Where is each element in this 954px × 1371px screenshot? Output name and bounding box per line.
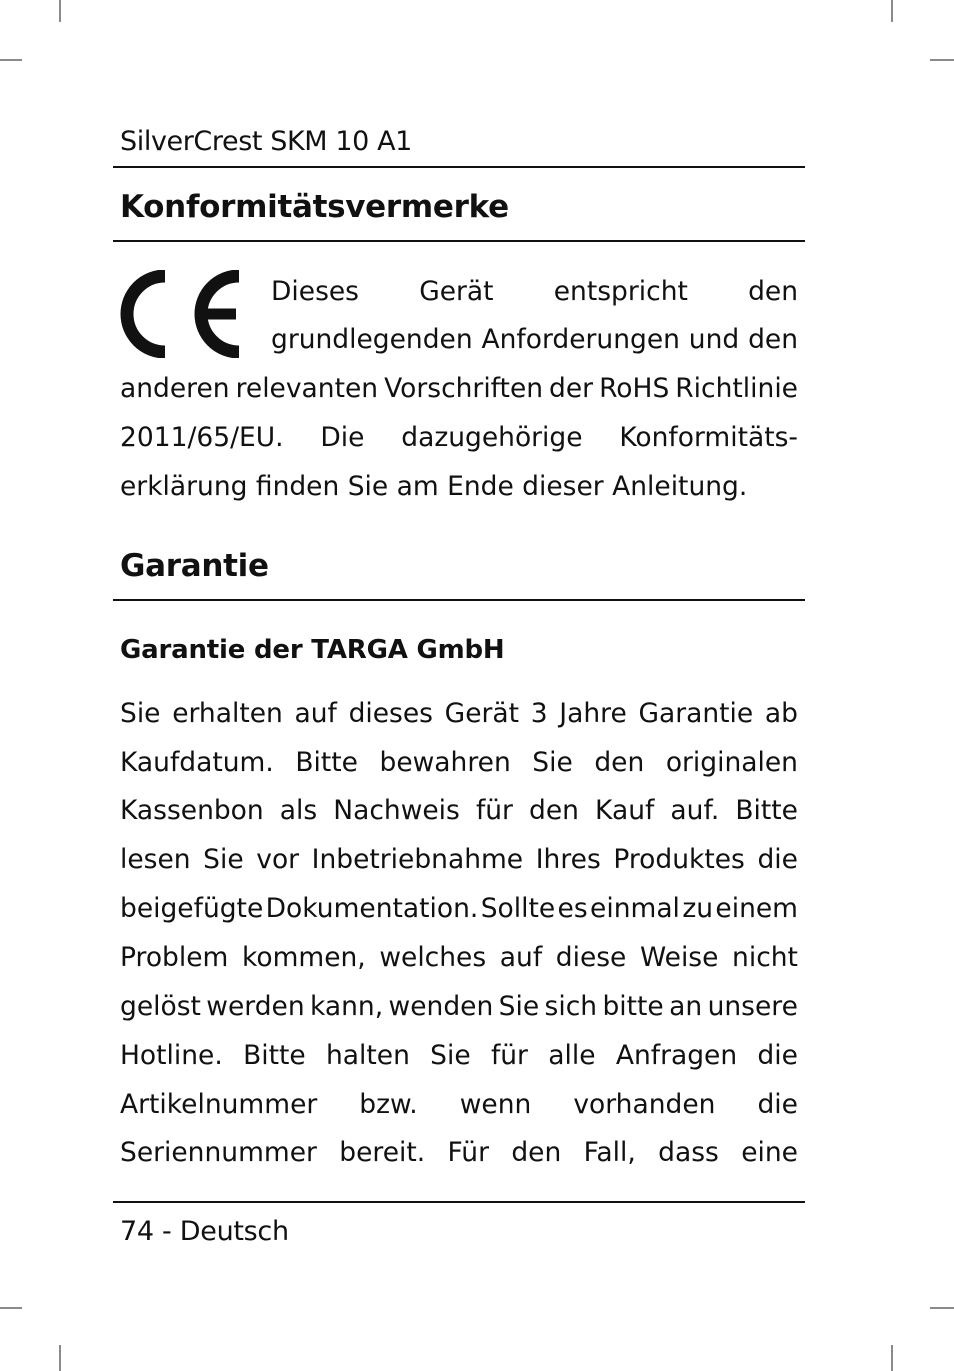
word: welches bbox=[379, 942, 487, 973]
word: bzw. bbox=[359, 1089, 418, 1120]
word: den bbox=[529, 795, 579, 826]
word: Garantie bbox=[638, 698, 754, 729]
word: die bbox=[757, 1040, 798, 1071]
conformity-line bbox=[120, 365, 798, 413]
word: Seriennummer bbox=[120, 1137, 317, 1168]
warranty-line bbox=[120, 1081, 798, 1129]
word: halten bbox=[325, 1040, 410, 1071]
word: Anforderungen bbox=[481, 324, 680, 355]
word: Problem bbox=[120, 942, 229, 973]
word: alle bbox=[548, 1040, 596, 1071]
word: unsere bbox=[707, 991, 798, 1022]
word: anderen bbox=[120, 373, 230, 404]
word: kommen, bbox=[241, 942, 366, 973]
word: ab bbox=[764, 698, 798, 729]
word: sich bbox=[544, 991, 598, 1022]
word: Dokumentation. bbox=[265, 893, 479, 924]
word: die bbox=[757, 1089, 798, 1120]
word: Fall, bbox=[583, 1137, 636, 1168]
word: auf. bbox=[670, 795, 720, 826]
warranty-heading-rule bbox=[113, 599, 805, 601]
footer-rule bbox=[113, 1201, 805, 1203]
word: auf bbox=[294, 698, 337, 729]
word: entspricht bbox=[553, 276, 688, 307]
word: Kassenbon bbox=[120, 795, 264, 826]
word: 2011/65/EU. bbox=[120, 422, 284, 453]
word: Weise bbox=[639, 942, 719, 973]
word: Vorschriften bbox=[384, 373, 544, 404]
word: Bitte bbox=[243, 1040, 306, 1071]
running-header: SilverCrest SKM 10 A1 bbox=[120, 126, 412, 157]
word: Bitte bbox=[295, 747, 358, 778]
word: lesen bbox=[120, 844, 191, 875]
conformity-line-last: erklärung finden Sie am Ende dieser Anleitung. bbox=[120, 471, 748, 502]
crop-mark bbox=[930, 1307, 954, 1309]
warranty-line bbox=[120, 690, 798, 738]
warranty-subheading: Garantie der TARGA GmbH bbox=[120, 635, 505, 665]
word: Sie bbox=[120, 698, 161, 729]
word: es bbox=[557, 893, 588, 924]
word: Richtlinie bbox=[675, 373, 798, 404]
word: der bbox=[549, 373, 594, 404]
word: bereit. bbox=[339, 1137, 426, 1168]
word: Produktes bbox=[613, 844, 745, 875]
word: bewahren bbox=[379, 747, 511, 778]
word: relevanten bbox=[235, 373, 379, 404]
word: vorhanden bbox=[573, 1089, 716, 1120]
word: Anfragen bbox=[615, 1040, 738, 1071]
word: wenn bbox=[459, 1089, 532, 1120]
word: Sie bbox=[430, 1040, 471, 1071]
ce-mark-icon bbox=[117, 270, 242, 358]
word: Jahre bbox=[559, 698, 627, 729]
word: dazugehörige bbox=[401, 422, 583, 453]
word: Konformitäts- bbox=[619, 422, 798, 453]
warranty-line bbox=[120, 1032, 798, 1080]
word: einmal bbox=[590, 893, 680, 924]
conformity-heading: Konformitätsvermerke bbox=[120, 189, 509, 225]
word: Ihres bbox=[535, 844, 601, 875]
word: kann, bbox=[310, 991, 384, 1022]
conformity-line bbox=[271, 268, 798, 316]
warranty-line bbox=[120, 787, 798, 835]
crop-mark bbox=[59, 0, 61, 22]
word: zu bbox=[682, 893, 714, 924]
word: Sie bbox=[498, 991, 540, 1022]
word: den bbox=[511, 1137, 562, 1168]
word: erhalten bbox=[172, 698, 283, 729]
word: auf bbox=[499, 942, 543, 973]
word: den bbox=[748, 324, 798, 355]
crop-mark bbox=[891, 1345, 893, 1371]
warranty-line bbox=[120, 1129, 798, 1177]
document-page bbox=[113, 0, 805, 1371]
word: bitte bbox=[602, 991, 664, 1022]
word: vor bbox=[256, 844, 300, 875]
word: Kauf bbox=[595, 795, 655, 826]
word: Inbetriebnahme bbox=[311, 844, 524, 875]
word: dieses bbox=[348, 698, 433, 729]
word: nicht bbox=[732, 942, 798, 973]
word: einem bbox=[715, 893, 798, 924]
word: Dieses bbox=[271, 276, 359, 307]
warranty-line bbox=[120, 885, 798, 933]
crop-mark bbox=[930, 59, 954, 61]
word: für bbox=[475, 795, 513, 826]
word: originalen bbox=[665, 747, 798, 778]
word: dass bbox=[658, 1137, 719, 1168]
word: Gerät bbox=[444, 698, 520, 729]
word: wenden bbox=[388, 991, 494, 1022]
page-number: 74 - Deutsch bbox=[120, 1216, 289, 1247]
word: Bitte bbox=[735, 795, 798, 826]
word: gelöst bbox=[120, 991, 201, 1022]
word: Hotline. bbox=[120, 1040, 223, 1071]
word: den bbox=[748, 276, 798, 307]
warranty-line bbox=[120, 739, 798, 787]
word: Artikelnummer bbox=[120, 1089, 318, 1120]
word: diese bbox=[555, 942, 627, 973]
word: 3 bbox=[530, 698, 548, 729]
word: Sollte bbox=[480, 893, 556, 924]
word: als bbox=[279, 795, 318, 826]
warranty-heading: Garantie bbox=[120, 548, 269, 584]
crop-mark bbox=[0, 59, 22, 61]
word: die bbox=[757, 844, 798, 875]
word: Gerät bbox=[419, 276, 494, 307]
word: Für bbox=[447, 1137, 489, 1168]
warranty-line bbox=[120, 934, 798, 982]
crop-mark bbox=[0, 1307, 22, 1309]
word: Kaufdatum. bbox=[120, 747, 274, 778]
word: Sie bbox=[203, 844, 244, 875]
warranty-line bbox=[120, 983, 798, 1031]
word: eine bbox=[741, 1137, 798, 1168]
word: grundlegenden bbox=[271, 324, 473, 355]
word: beigefügte bbox=[120, 893, 264, 924]
word: werden bbox=[206, 991, 305, 1022]
word: und bbox=[688, 324, 740, 355]
word: für bbox=[490, 1040, 528, 1071]
word: RoHS bbox=[599, 373, 670, 404]
word: an bbox=[669, 991, 703, 1022]
warranty-line bbox=[120, 836, 798, 884]
crop-mark bbox=[59, 1345, 61, 1371]
word: den bbox=[594, 747, 645, 778]
conformity-line bbox=[271, 316, 798, 364]
conformity-heading-rule bbox=[113, 240, 805, 242]
header-rule bbox=[113, 166, 805, 168]
conformity-line bbox=[120, 414, 798, 462]
crop-mark bbox=[891, 0, 893, 22]
word: Sie bbox=[532, 747, 573, 778]
word: Nachweis bbox=[333, 795, 460, 826]
word: Die bbox=[320, 422, 365, 453]
